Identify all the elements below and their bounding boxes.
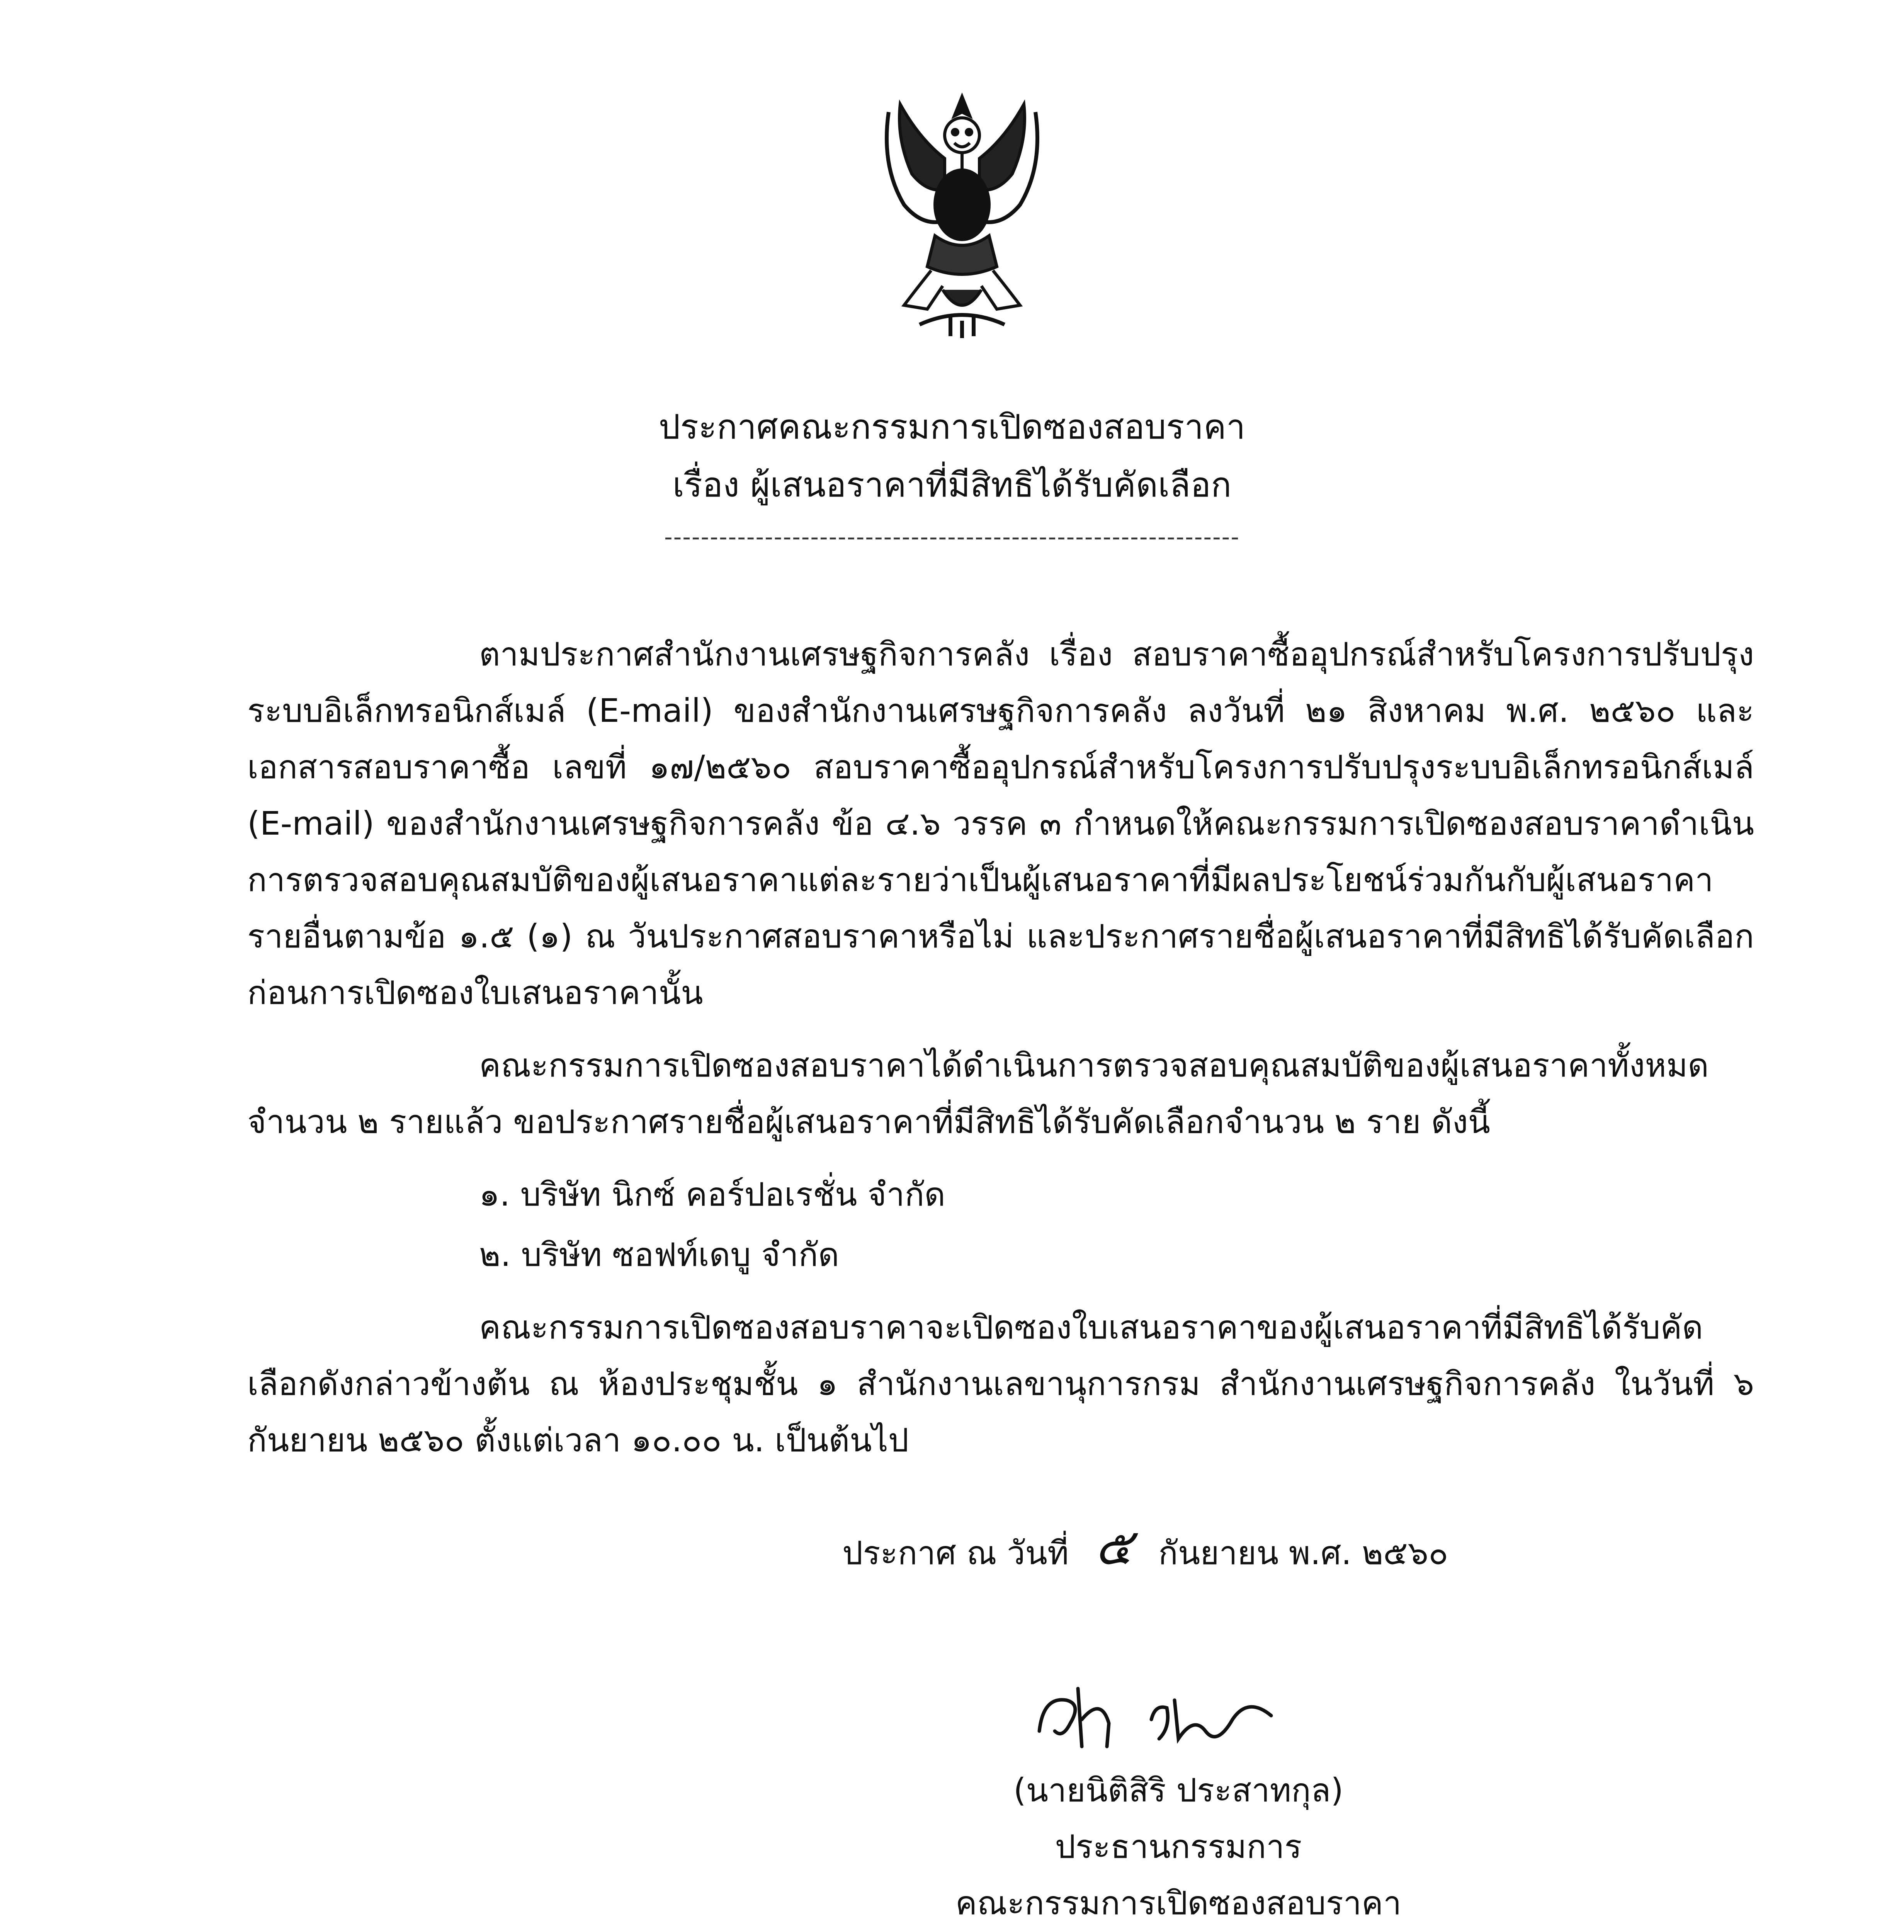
- handwritten-signature-icon: [1024, 1673, 1294, 1758]
- paragraph-2: คณะกรรมการเปิดซองสอบราคาได้ดำเนินการตรวจสอบคุณสมบัติของผู้เสนอราคาทั้งหมด จำนวน ๒ รายแล้ว ขอประกาศรายชื่อผู้เสนอราคาที่มีสิทธิได้รับคัดเลือกจำนวน ๒ ราย ดังนี้: [247, 1046, 1709, 1141]
- date-day: ๕: [1094, 1517, 1133, 1576]
- page-title: ประกาศคณะกรรมการเปิดซองสอบราคา: [658, 407, 1246, 447]
- announcement-heading: [0, 398, 1904, 560]
- announcement-body: [247, 626, 1754, 1485]
- announcement-date: [842, 1519, 1448, 1581]
- garuda-emblem-icon: [873, 89, 1051, 340]
- date-prefix: ประกาศ ณ วันที่: [842, 1534, 1069, 1572]
- list-item: ๑. บริษัท นิกซ์ คอร์ปอเรชั่น จำกัด: [479, 1175, 945, 1213]
- list-item: ๒. บริษัท ซอฟท์เดบู จำกัด: [479, 1236, 840, 1274]
- date-month-year: กันยายน พ.ศ. ๒๕๖๐: [1158, 1534, 1448, 1572]
- signer-position: ประธานกรรมการ: [1055, 1828, 1302, 1866]
- subject-line: เรื่อง ผู้เสนอราคาที่มีสิทธิได้รับคัดเลือก: [672, 465, 1232, 505]
- signer-committee: คณะกรรมการเปิดซองสอบราคา: [955, 1884, 1402, 1922]
- signer-name: (นายนิติสิริ ประสาทกุล): [1013, 1771, 1344, 1809]
- heading-divider: ---------------------------------------------------------------: [664, 524, 1240, 551]
- paragraph-1: ตามประกาศสำนักงานเศรษฐกิจการคลัง เรื่อง สอบราคาซื้ออุปกรณ์สำหรับโครงการปรับปรุงระบบอิเล็กทรอนิกส์เมล์ (E-mail) ของสำนักงานเศรษฐกิจการคลัง ลงวันที่ ๒๑ สิงหาคม พ.ศ. ๒๕๖๐ และเอกสารสอบราคาซื้อ เลขที่ ๑๗/๒๕๖๐ สอบราคาซื้ออุปกรณ์สำหรับโครงการปรับปรุงระบบอิเล็กทรอนิกส์เมล์ (E-mail) ของสำนักงานเศรษฐกิจการคลัง ข้อ ๔.๖ วรรค ๓ กำหนดให้คณะกรรมการเปิดซองสอบราคาดำเนินการตรวจสอบคุณสมบัติของผู้เสนอราคาแต่ละรายว่าเป็นผู้เสนอราคาที่มีผลประโยชน์ร่วมกันกับผู้เสนอราคารายอื่นตามข้อ ๑.๕ (๑) ณ วันประกาศสอบราคาหรือไม่ และประกาศรายชื่อผู้เสนอราคาที่มีสิทธิได้รับคัดเลือกก่อนการเปิดซองใบเสนอราคานั้น: [247, 635, 1754, 1012]
- closing-paragraph: คณะกรรมการเปิดซองสอบราคาจะเปิดซองใบเสนอราคาของผู้เสนอราคาที่มีสิทธิได้รับคัดเลือกดังกล่าวข้างต้น ณ ห้องประชุมชั้น ๑ สำนักงานเลขานุการกรม สำนักงานเศรษฐกิจการคลัง ในวันที่ ๖ กันยายน ๒๕๖๐ ตั้งแต่เวลา ๑๐.๐๐ น. เป็นต้นไป: [247, 1308, 1754, 1459]
- signer-block: [889, 1762, 1468, 1931]
